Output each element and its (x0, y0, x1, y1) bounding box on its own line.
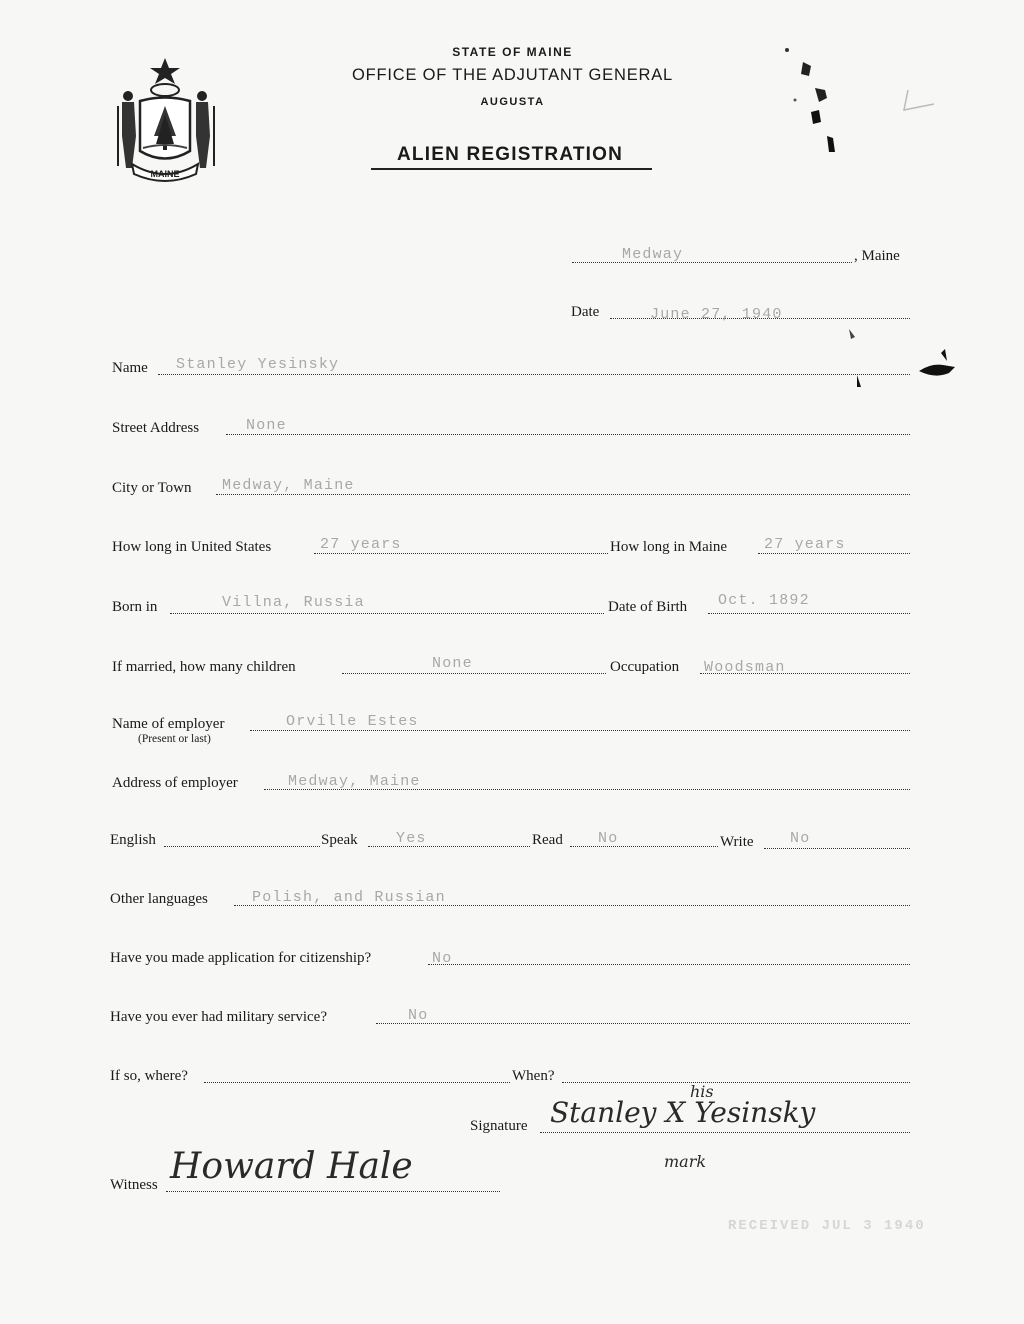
employer-address-value: Medway, Maine (288, 773, 421, 790)
header-city: AUGUSTA (480, 96, 545, 108)
dob-label: Date of Birth (608, 599, 688, 615)
signature-line (540, 1132, 910, 1133)
children-line (342, 673, 606, 674)
signature-mark-mark: mark (664, 1152, 707, 1171)
date-label: Date (571, 304, 600, 320)
speak-value: Yes (396, 830, 427, 847)
city-value: Medway, Maine (222, 477, 355, 494)
citizenship-label: Have you made application for citizenship? (110, 950, 372, 966)
when-label: When? (512, 1068, 555, 1084)
dob-line (708, 613, 910, 614)
seal-banner-text: MAINE (150, 169, 180, 179)
write-label: Write (720, 834, 754, 850)
header-office: OFFICE OF THE ADJUTANT GENERAL (351, 66, 674, 84)
date-value: June 27, 1940 (650, 306, 783, 323)
city-line (216, 494, 910, 495)
military-value: No (408, 1007, 429, 1024)
signature-value: Stanley X Yesinsky (550, 1096, 816, 1129)
signature-mark-his: his (690, 1082, 714, 1101)
header-state: STATE OF MAINE (452, 45, 573, 59)
received-stamp: RECEIVED JUL 3 1940 (728, 1218, 926, 1234)
employer-sublabel: (Present or last) (138, 733, 211, 745)
ink-blot-icon (775, 40, 855, 170)
where-line (204, 1082, 510, 1083)
employer-address-label: Address of employer (112, 775, 238, 791)
english-label: English (110, 832, 156, 848)
children-label: If married, how many children (112, 659, 296, 675)
maine-time-line (758, 553, 910, 554)
name-value: Stanley Yesinsky (176, 356, 340, 373)
occupation-value: Woodsman (704, 659, 786, 676)
street-label: Street Address (112, 420, 200, 436)
read-line (570, 846, 718, 847)
street-line (226, 434, 910, 435)
employer-line (250, 730, 910, 731)
signature-label: Signature (470, 1118, 528, 1134)
citizenship-value: No (432, 950, 453, 967)
ink-specks-icon (845, 325, 865, 395)
name-label: Name (112, 360, 148, 376)
place-line (572, 262, 852, 263)
write-line (764, 848, 910, 849)
witness-signature: Howard Hale (170, 1146, 413, 1187)
born-value: Villna, Russia (222, 594, 365, 611)
pencil-check-icon (900, 86, 940, 116)
us-time-value: 27 years (320, 536, 402, 553)
occupation-label: Occupation (610, 659, 680, 675)
speak-label: Speak (321, 832, 358, 848)
write-value: No (790, 830, 811, 847)
maine-time-value: 27 years (764, 536, 846, 553)
title-underline (371, 168, 652, 170)
us-time-label: How long in United States (112, 539, 272, 555)
english-line (164, 846, 320, 847)
us-time-line (314, 553, 608, 554)
other-languages-value: Polish, and Russian (252, 889, 446, 906)
place-value: Medway (622, 246, 684, 263)
witness-label: Witness (110, 1177, 158, 1193)
maine-state-seal-icon (110, 56, 220, 186)
employer-label: Name of employer (112, 716, 225, 732)
place-suffix: , Maine (854, 248, 900, 264)
military-label: Have you ever had military service? (110, 1009, 327, 1025)
other-languages-label: Other languages (110, 891, 208, 907)
when-line (562, 1082, 910, 1083)
maine-time-label: How long in Maine (610, 539, 728, 555)
born-line (170, 613, 604, 614)
employer-value: Orville Estes (286, 713, 419, 730)
witness-line (166, 1191, 500, 1192)
street-value: None (246, 417, 287, 434)
ink-splatter-icon (915, 345, 960, 385)
military-line (376, 1023, 910, 1024)
dob-value: Oct. 1892 (718, 592, 810, 609)
speak-line (368, 846, 530, 847)
name-line (158, 374, 910, 375)
city-label: City or Town (112, 480, 192, 496)
born-label: Born in (112, 599, 158, 615)
citizenship-line (428, 964, 910, 965)
children-value: None (432, 655, 473, 672)
form-title: ALIEN REGISTRATION (396, 144, 624, 165)
read-value: No (598, 830, 619, 847)
where-label: If so, where? (110, 1068, 188, 1084)
read-label: Read (532, 832, 563, 848)
